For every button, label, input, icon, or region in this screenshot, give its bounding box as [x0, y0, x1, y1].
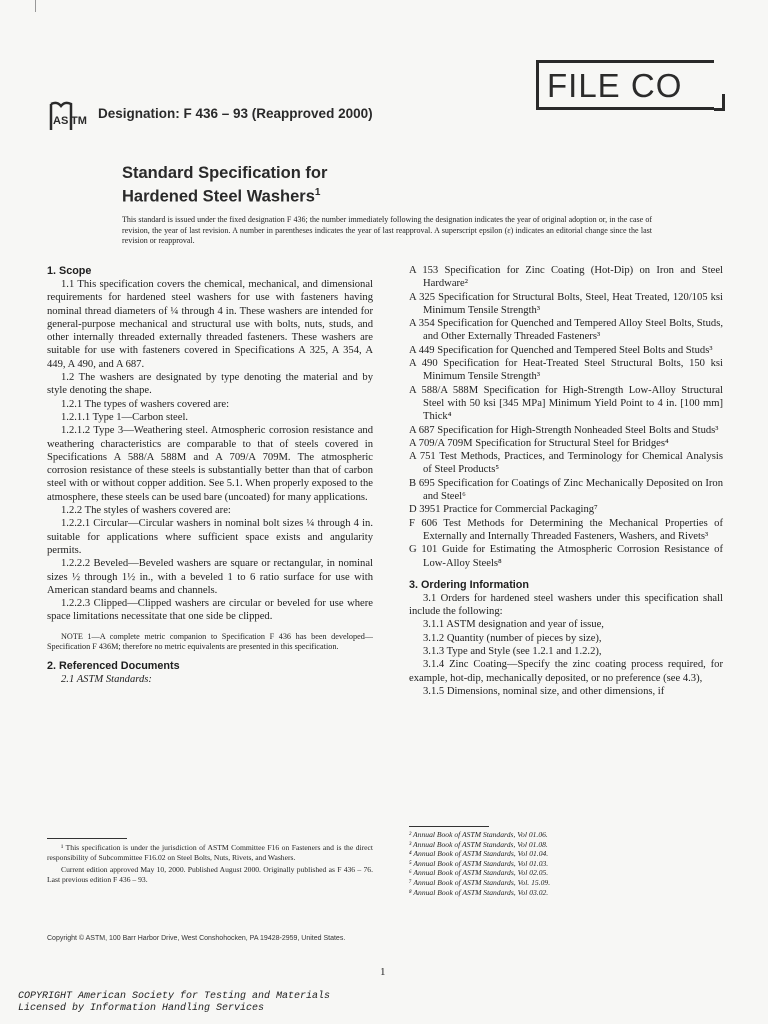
reference-item: G 101 Guide for Estimating the Atmospheric Corrosion Resistance of Low-Alloy Steels⁸ — [409, 544, 723, 569]
page-number: 1 — [380, 966, 386, 978]
title-line-2 — [122, 183, 327, 207]
astm-logo-icon — [47, 100, 89, 134]
para-3-1-3: 3.1.3 Type and Style (see 1.2.1 and 1.2.2), — [423, 646, 602, 658]
para-1-2-2: 1.2.2 The styles of washers covered are: — [61, 505, 231, 517]
para-1-1: 1.1 This specification covers the chemical, mechanical, and dimensional requirements for hardened steel washers for use with fasteners having nominal thread diameters of ¼ through 4 in. These washers are intended for general-purpose mechanical and structural use with bolts, nuts, studs, and other internally threaded externally threaded fasteners. These washers are suitable for use with fasteners covered in Specifications A 325, A 354, A 449, A 490, and A 687. — [47, 279, 373, 370]
footnotes-left — [47, 838, 373, 884]
section-heading-referenced-documents: 2. Referenced Documents — [47, 659, 180, 672]
left-column — [47, 264, 373, 686]
title-footnote-marker: 1 — [314, 187, 321, 198]
svg-text:TM: TM — [71, 115, 87, 127]
para-1-2-1-1: 1.2.1.1 Type 1—Carbon steel. — [61, 411, 189, 423]
reference-item: A 588/A 588M Specification for High-Strength Low-Alloy Structural Steel with 50 ksi [345 MPa] Minimum Yield Point to 4 in. [100 mm] Thick⁴ — [409, 384, 723, 423]
license-footer — [18, 991, 330, 1015]
para-1-2-1-2: 1.2.1.2 Type 3—Weathering steel. Atmospheric corrosion resistance and weathering characteristics are comparable to that of steels covered in Specifications A 588/A 588M and A 709/A 709M. The atmospheric corrosion resistance of these steels is substantially better than that of carbon steel with or without copper addition. See 5.1. When properly exposed to the atmosphere, these steels can be used bare (uncoated) for many applications. — [47, 425, 373, 503]
reference-item: F 606 Test Methods for Determining the Mechanical Properties of Externally and Internally Threaded Fasteners, Washers, and Rivets³ — [409, 517, 723, 542]
file-copy-stamp — [536, 60, 714, 110]
reference-item: D 3951 Practice for Commercial Packaging⁷ — [409, 504, 598, 516]
right-column — [409, 264, 723, 698]
footnote-item: ⁵ Annual Book of ASTM Standards, Vol 01.03. — [409, 858, 549, 868]
footnote-1: ¹ This specification is under the jurisdiction of ASTM Committee F16 on Fasteners and is the direct responsibility of Subcommittee F16.02 on Steel Bolts, Nuts, Rivets, and Washers. — [47, 843, 373, 862]
footnote-rule — [409, 826, 489, 827]
para-1-2-1: 1.2.1 The types of washers covered are: — [61, 398, 230, 410]
para-3-1-5: 3.1.5 Dimensions, nominal size, and other dimensions, if — [423, 685, 665, 697]
section-heading-ordering-information: 3. Ordering Information — [409, 578, 529, 591]
para-3-1: 3.1 Orders for hardened steel washers under this specification shall include the following: — [409, 592, 723, 618]
stamp-text: FILE CO — [547, 67, 683, 104]
reference-item: A 490 Specification for Heat-Treated Steel Structural Bolts, 150 ksi Minimum Tensile Strength³ — [409, 358, 723, 383]
footnotes-right — [409, 826, 723, 897]
para-3-1-1: 3.1.1 ASTM designation and year of issue, — [423, 619, 604, 631]
para-1-2: 1.2 The washers are designated by type denoting the material and by style denoting the shape. — [47, 372, 373, 397]
reference-item: B 695 Specification for Coatings of Zinc Mechanically Deposited on Iron and Steel⁶ — [409, 477, 723, 503]
footnote-item: ² Annual Book of ASTM Standards, Vol 01.06. — [409, 830, 548, 839]
reference-item: A 687 Specification for High-Strength Nonheaded Steel Bolts and Studs³ — [409, 424, 719, 436]
note-1: NOTE 1—A complete metric companion to Specification F 436 has been developed—Specification F 436M; therefore no metric equivalents are presented in this specification. — [47, 631, 373, 652]
scan-mark — [35, 0, 36, 12]
footnote-item: ³ Annual Book of ASTM Standards, Vol 01.08. — [409, 839, 548, 849]
section-heading-scope: 1. Scope — [47, 265, 92, 277]
reference-item: A 325 Specification for Structural Bolts, Steel, Heat Treated, 120/105 ksi Minimum Tensile Strength³ — [409, 291, 723, 316]
designation: Designation: F 436 – 93 (Reapproved 2000) — [98, 106, 373, 121]
license-line-1: COPYRIGHT American Society for Testing and Materials — [18, 991, 331, 1002]
para-1-2-2-2: 1.2.2.2 Beveled—Beveled washers are square or rectangular, in nominal sizes ½ through 1½ in., with a beveled 1 to 6 ratio surface for use with American standard beams and channels. — [47, 558, 373, 596]
para-1-2-2-3: 1.2.2.3 Clipped—Clipped washers are circular or beveled for use where space limitations necessitate that one side be clipped. — [47, 598, 373, 623]
footnote-item: ⁷ Annual Book of ASTM Standards, Vol. 15.09. — [409, 877, 551, 887]
para-2-1: 2.1 ASTM Standards: — [61, 673, 152, 685]
copyright-line: Copyright © ASTM, 100 Barr Harbor Drive, West Conshohocken, PA 19428-2959, United States. — [47, 935, 346, 942]
reference-item: A 354 Specification for Quenched and Tempered Alloy Steel Bolts, Studs, and Other Externally Threaded Fasteners³ — [409, 318, 723, 343]
license-line-2: Licensed by Information Handling Services — [18, 1003, 265, 1014]
title-line-1: Standard Specification for — [122, 164, 328, 182]
footnote-item: ⁸ Annual Book of ASTM Standards, Vol 03.02. — [409, 887, 549, 897]
footnote-item: ⁶ Annual Book of ASTM Standards, Vol 02.05. — [409, 868, 549, 878]
document-title — [122, 163, 327, 207]
reference-item: A 709/A 709M Specification for Structural Steel for Bridges⁴ — [409, 437, 669, 449]
para-3-1-2: 3.1.2 Quantity (number of pieces by size), — [423, 632, 602, 644]
stamp-border-corner — [714, 94, 725, 111]
footnote-item: ⁴ Annual Book of ASTM Standards, Vol 01.04. — [409, 849, 549, 859]
footnote-1-edition: Current edition approved May 10, 2000. Published August 2000. Originally published as F 436 – 76. Last previous edition F 436 – 93. — [47, 865, 373, 884]
title-line-2-text: Hardened Steel Washers — [122, 187, 315, 206]
footnote-rule — [47, 838, 127, 839]
reference-item: A 751 Test Methods, Practices, and Terminology for Chemical Analysis of Steel Products⁵ — [409, 451, 723, 476]
svg-text:AS: AS — [53, 115, 69, 127]
issuance-note: This standard is issued under the fixed designation F 436; the number immediately following the designation indicates the year of original adoption or, in the case of revision, the year of last revision. A number in parentheses indicates the year of last reapproval. A superscript epsilon (ε) indicates an editorial change since the last revision or reapproval. — [122, 215, 652, 245]
para-1-2-2-1: 1.2.2.1 Circular—Circular washers in nominal bolt sizes ¼ through 4 in. suitable for applications where sufficient space exists and angularity permits. — [47, 518, 373, 556]
reference-item: A 153 Specification for Zinc Coating (Hot-Dip) on Iron and Steel Hardware² — [409, 265, 723, 290]
reference-item: A 449 Specification for Quenched and Tempered Steel Bolts and Studs³ — [409, 344, 713, 356]
para-3-1-4: 3.1.4 Zinc Coating—Specify the zinc coating process required, for example, hot-dip, mechanically deposited, or no preference (see 4.3), — [409, 659, 723, 684]
